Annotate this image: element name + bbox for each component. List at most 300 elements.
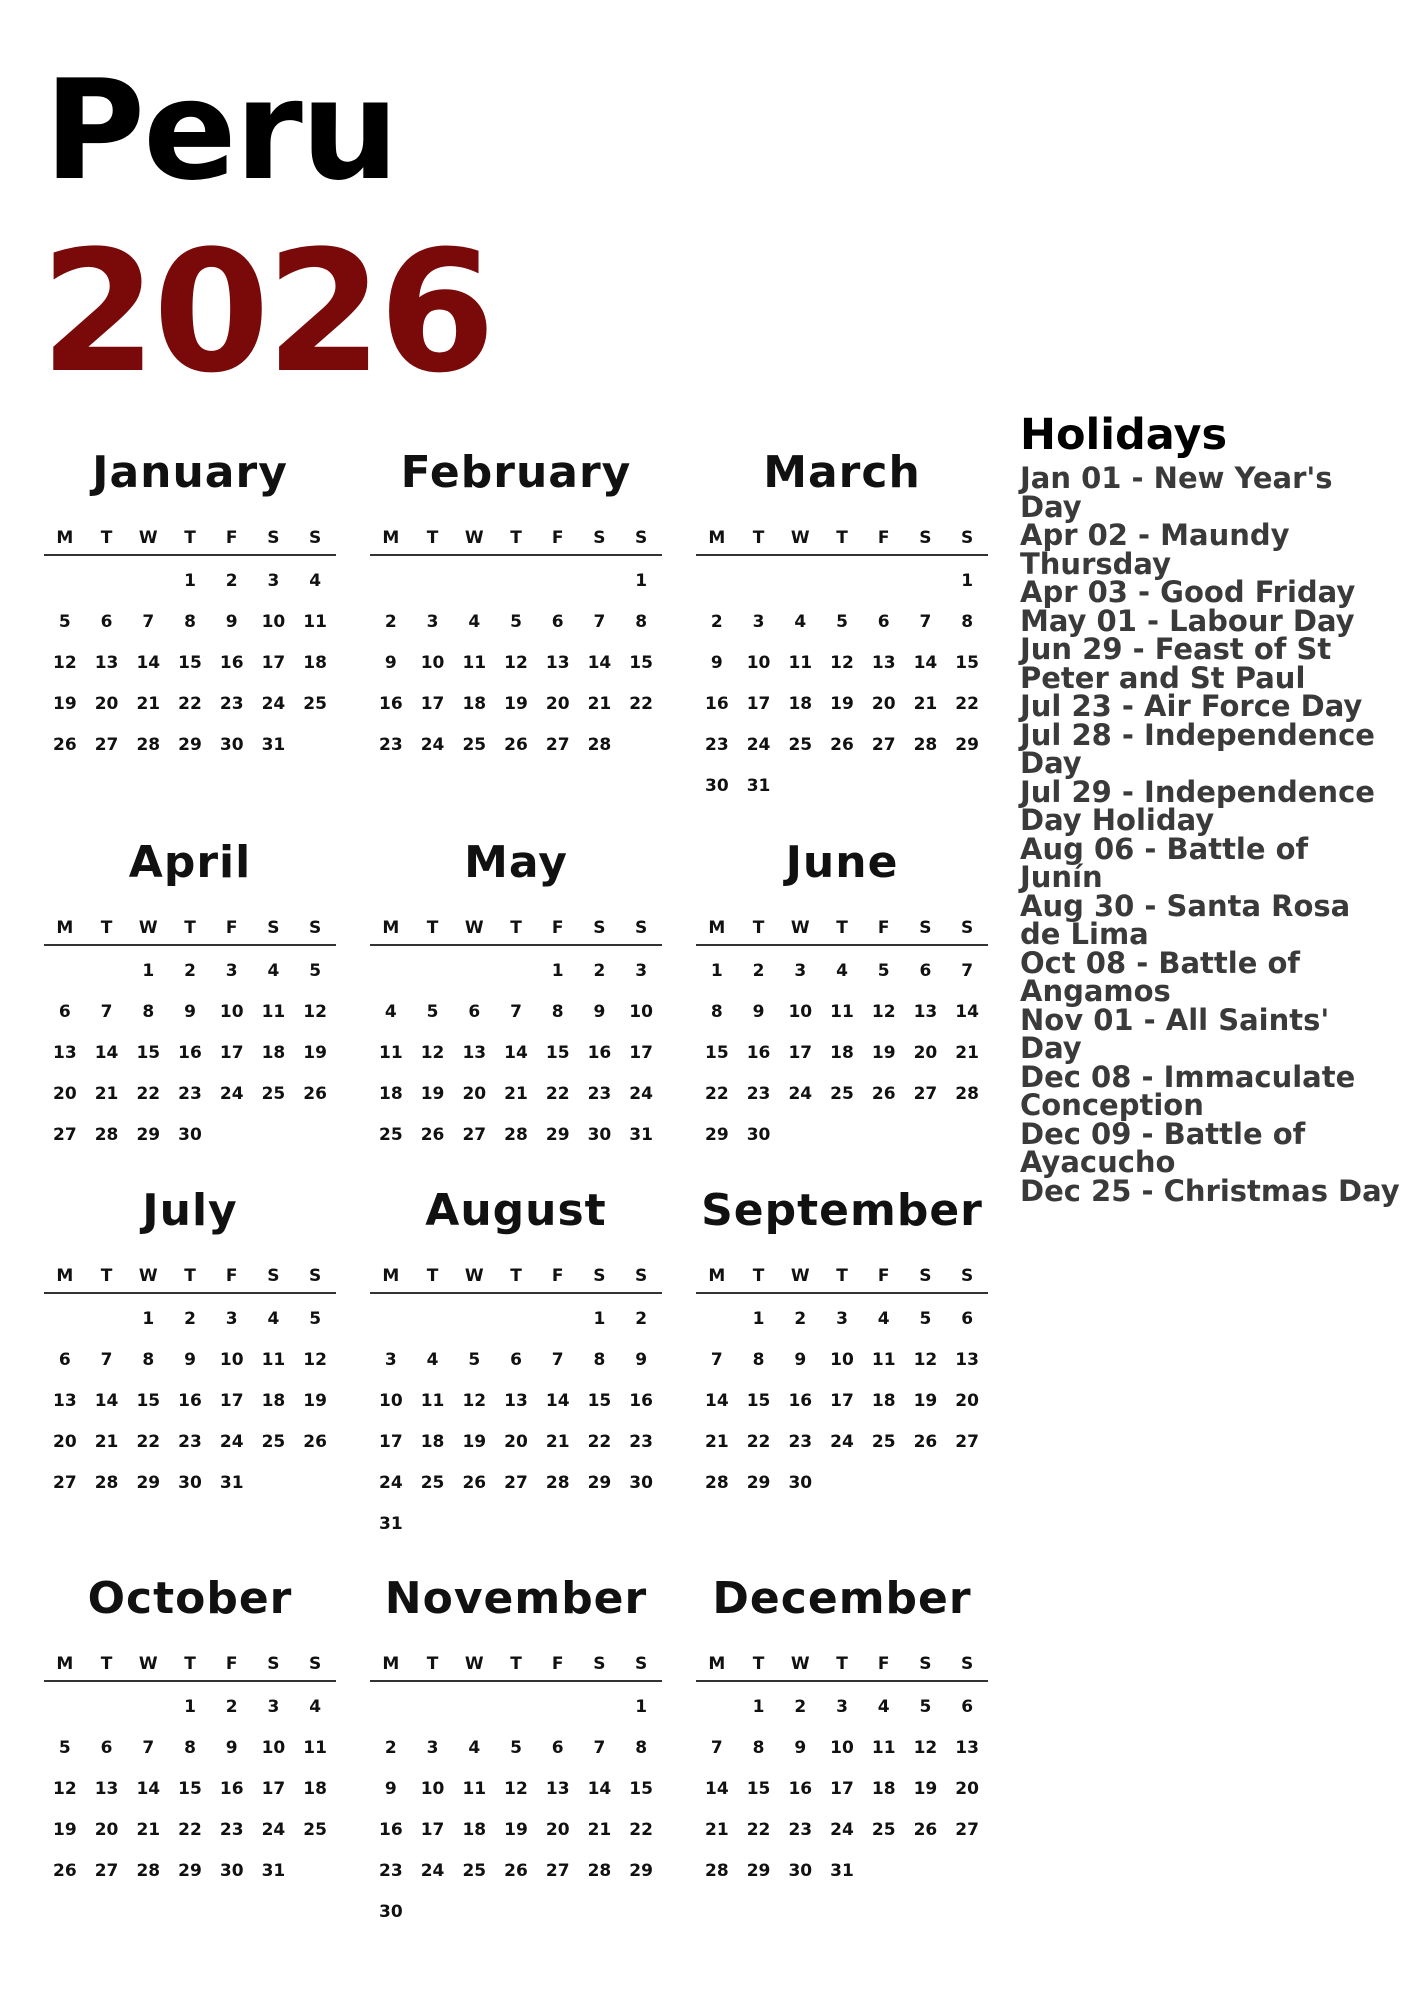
weekday-label: S — [593, 528, 606, 548]
month-november — [370, 1574, 662, 1940]
day-cell: 23 — [379, 735, 403, 755]
day-cell: 9 — [225, 612, 238, 632]
day-cell: 12 — [913, 1350, 938, 1370]
weekday-label: W — [138, 528, 158, 548]
month-name: October — [87, 1573, 293, 1624]
day-cell: 8 — [184, 1738, 196, 1758]
day-cell: 24 — [219, 1432, 244, 1452]
month-march — [696, 448, 988, 814]
day-cell: 4 — [877, 1309, 890, 1329]
day-cell: 1 — [752, 1309, 765, 1329]
day-cell: 5 — [309, 1309, 322, 1329]
weekday-label: S — [919, 1654, 932, 1674]
weekday-label: S — [635, 1654, 648, 1674]
empty-cell — [696, 1694, 738, 1735]
empty-cell — [821, 568, 863, 609]
day-cell: 27 — [504, 1473, 528, 1493]
month-september — [696, 1186, 988, 1511]
day-cell: 12 — [462, 1391, 487, 1411]
weekday-label: M — [708, 528, 726, 548]
weekday-label: F — [877, 918, 890, 938]
weekday-label: S — [309, 1266, 322, 1286]
day-cell: 25 — [420, 1473, 445, 1493]
holiday-item: Jan 01 - New Year's Day — [1020, 461, 1333, 524]
day-cell: 17 — [219, 1043, 244, 1063]
weekday-label: F — [225, 528, 238, 548]
weekday-label: S — [593, 918, 606, 938]
day-cell: 25 — [788, 735, 813, 755]
day-cell: 3 — [836, 1697, 848, 1717]
weekday-label: S — [267, 1654, 280, 1674]
day-cell: 7 — [710, 1350, 723, 1370]
day-cell: 2 — [225, 571, 238, 591]
day-cell: 29 — [955, 735, 979, 755]
day-cell: 7 — [510, 1002, 522, 1022]
weekday-label: T — [836, 1266, 848, 1286]
empty-cell — [579, 568, 621, 609]
day-cell: 16 — [788, 1779, 813, 1799]
day-cell: 18 — [303, 653, 327, 673]
weekday-label: S — [309, 528, 322, 548]
empty-cell — [127, 1694, 169, 1735]
day-cell: 5 — [919, 1697, 932, 1717]
day-cell: 4 — [267, 961, 280, 981]
month-january — [44, 448, 336, 773]
day-cell: 24 — [420, 735, 445, 755]
day-cell: 26 — [504, 735, 528, 755]
day-cell: 20 — [955, 1391, 979, 1411]
day-cell: 2 — [184, 961, 196, 981]
empty-cell — [453, 958, 495, 999]
weekday-label: W — [790, 918, 810, 938]
day-cell: 15 — [136, 1391, 161, 1411]
day-cell: 9 — [794, 1738, 807, 1758]
empty-cell — [495, 568, 537, 609]
day-cell: 22 — [587, 1432, 612, 1452]
day-cell: 21 — [705, 1432, 729, 1452]
day-cell: 5 — [510, 1738, 522, 1758]
weekday-label: T — [510, 1654, 522, 1674]
day-cell: 29 — [545, 1125, 570, 1145]
day-cell: 11 — [303, 1738, 327, 1758]
empty-cell — [453, 1306, 495, 1347]
weekday-label: F — [551, 1654, 564, 1674]
day-cell: 29 — [629, 1861, 653, 1881]
day-cell: 10 — [830, 1738, 854, 1758]
day-cell: 20 — [94, 694, 119, 714]
day-cell: 18 — [830, 1043, 854, 1063]
empty-cell — [412, 568, 454, 609]
day-cell: 10 — [261, 612, 286, 632]
day-cell: 2 — [752, 961, 765, 981]
day-cell: 20 — [462, 1084, 487, 1104]
weekday-label: S — [919, 1266, 932, 1286]
day-cell: 5 — [510, 612, 522, 632]
day-cell: 28 — [94, 1473, 119, 1493]
day-cell: 25 — [871, 1432, 896, 1452]
day-cell: 3 — [384, 1350, 397, 1370]
day-cell: 9 — [184, 1002, 196, 1022]
day-cell: 21 — [587, 694, 612, 714]
day-cell: 20 — [871, 694, 896, 714]
day-cell: 18 — [303, 1779, 327, 1799]
day-cell: 2 — [635, 1309, 648, 1329]
day-cell: 30 — [746, 1125, 771, 1145]
day-cell: 27 — [53, 1125, 77, 1145]
weekday-header — [696, 528, 988, 556]
weekday-label: T — [426, 1266, 439, 1286]
weekday-label: T — [426, 918, 439, 938]
month-july — [44, 1186, 336, 1511]
day-cell: 13 — [53, 1391, 77, 1411]
day-cell: 7 — [142, 612, 155, 632]
weekday-label: M — [382, 528, 400, 548]
day-cell: 20 — [545, 1820, 570, 1840]
day-cell: 13 — [871, 653, 896, 673]
day-cell: 31 — [261, 1861, 286, 1881]
day-cell: 18 — [871, 1779, 896, 1799]
day-cell: 28 — [504, 1125, 528, 1145]
empty-cell — [86, 568, 128, 609]
empty-cell — [495, 1694, 537, 1735]
day-cell: 21 — [587, 1820, 612, 1840]
holiday-item: Oct 08 - Battle of Angamos — [1020, 945, 1301, 1008]
day-cell: 18 — [420, 1432, 445, 1452]
weekday-label: S — [961, 1654, 974, 1674]
day-cell: 22 — [178, 694, 202, 714]
day-cell: 14 — [94, 1043, 119, 1063]
day-cell: 22 — [705, 1084, 729, 1104]
day-cell: 11 — [379, 1043, 403, 1063]
day-cell: 30 — [587, 1125, 612, 1145]
day-cell: 1 — [635, 1697, 648, 1717]
weekday-label: S — [961, 528, 974, 548]
month-june — [696, 838, 988, 1163]
day-cell: 16 — [587, 1043, 612, 1063]
day-cell: 22 — [955, 694, 979, 714]
day-grid — [696, 946, 988, 1163]
day-cell: 22 — [746, 1432, 771, 1452]
day-cell: 28 — [587, 735, 612, 755]
day-cell: 21 — [136, 1820, 161, 1840]
day-cell: 19 — [871, 1043, 896, 1063]
day-cell: 30 — [788, 1473, 813, 1493]
empty-cell — [696, 1306, 738, 1347]
day-cell: 9 — [384, 653, 397, 673]
day-cell: 18 — [379, 1084, 403, 1104]
day-cell: 19 — [913, 1391, 938, 1411]
weekday-header — [44, 1266, 336, 1294]
day-cell: 21 — [504, 1084, 528, 1104]
day-cell: 11 — [788, 653, 813, 673]
empty-cell — [86, 958, 128, 999]
day-cell: 30 — [629, 1473, 653, 1493]
empty-cell — [905, 568, 947, 609]
empty-cell — [370, 568, 412, 609]
empty-cell — [370, 1306, 412, 1347]
empty-cell — [495, 1306, 537, 1347]
day-cell: 7 — [710, 1738, 723, 1758]
day-cell: 10 — [420, 1779, 445, 1799]
day-cell: 28 — [94, 1125, 119, 1145]
weekday-label: S — [635, 1266, 648, 1286]
day-cell: 14 — [705, 1391, 729, 1411]
day-cell: 7 — [142, 1738, 155, 1758]
day-cell: 26 — [913, 1432, 938, 1452]
day-cell: 30 — [219, 735, 244, 755]
day-cell: 14 — [705, 1779, 729, 1799]
day-cell: 28 — [913, 735, 938, 755]
day-cell: 22 — [136, 1084, 161, 1104]
day-cell: 6 — [551, 1738, 564, 1758]
day-grid — [44, 556, 336, 773]
day-cell: 20 — [504, 1432, 528, 1452]
day-cell: 17 — [788, 1043, 813, 1063]
day-cell: 19 — [504, 1820, 528, 1840]
day-cell: 5 — [468, 1350, 481, 1370]
day-cell: 3 — [267, 1697, 280, 1717]
day-cell: 9 — [384, 1779, 397, 1799]
empty-cell — [495, 958, 537, 999]
weekday-label: F — [551, 918, 564, 938]
day-cell: 24 — [788, 1084, 813, 1104]
weekday-label: W — [464, 1654, 484, 1674]
month-february — [370, 448, 662, 773]
weekday-header — [370, 918, 662, 946]
day-cell: 23 — [629, 1432, 653, 1452]
day-cell: 31 — [746, 776, 771, 796]
day-cell: 31 — [629, 1125, 653, 1145]
day-cell: 2 — [384, 612, 397, 632]
weekday-label: W — [138, 918, 158, 938]
day-cell: 11 — [261, 1002, 286, 1022]
weekday-label: S — [919, 528, 932, 548]
holiday-item: May 01 - Labour Day — [1020, 603, 1355, 638]
day-cell: 7 — [919, 612, 932, 632]
month-may — [370, 838, 662, 1163]
day-cell: 16 — [746, 1043, 771, 1063]
day-cell: 27 — [545, 1861, 570, 1881]
day-cell: 19 — [303, 1043, 327, 1063]
day-cell: 26 — [303, 1432, 327, 1452]
day-cell: 16 — [379, 1820, 403, 1840]
day-cell: 5 — [836, 612, 848, 632]
day-cell: 8 — [593, 1350, 606, 1370]
day-cell: 11 — [462, 653, 487, 673]
month-name: November — [384, 1573, 648, 1624]
day-cell: 18 — [788, 694, 813, 714]
day-cell: 31 — [830, 1861, 854, 1881]
day-cell: 7 — [100, 1350, 113, 1370]
day-cell: 26 — [462, 1473, 487, 1493]
day-cell: 11 — [303, 612, 327, 632]
empty-cell — [738, 568, 780, 609]
weekday-header — [44, 528, 336, 556]
day-cell: 13 — [504, 1391, 528, 1411]
day-grid — [370, 1682, 662, 1940]
weekday-label: F — [877, 528, 890, 548]
day-cell: 15 — [178, 653, 202, 673]
weekday-label: F — [225, 1654, 238, 1674]
day-cell: 24 — [219, 1084, 244, 1104]
day-grid — [44, 1682, 336, 1899]
day-cell: 20 — [53, 1432, 77, 1452]
day-cell: 26 — [830, 735, 854, 755]
weekday-header — [44, 918, 336, 946]
day-cell: 6 — [551, 612, 564, 632]
day-cell: 23 — [705, 735, 729, 755]
day-cell: 12 — [53, 1779, 77, 1799]
day-cell: 25 — [261, 1432, 286, 1452]
day-cell: 10 — [788, 1002, 813, 1022]
empty-cell — [453, 1694, 495, 1735]
holiday-item: Nov 01 - All Saints' Day — [1020, 1002, 1330, 1065]
day-cell: 14 — [955, 1002, 979, 1022]
day-cell: 17 — [746, 694, 771, 714]
day-cell: 12 — [53, 653, 77, 673]
weekday-label: W — [464, 918, 484, 938]
day-grid — [696, 1682, 988, 1899]
day-cell: 3 — [836, 1309, 848, 1329]
weekday-label: M — [382, 1654, 400, 1674]
month-december — [696, 1574, 988, 1899]
day-cell: 29 — [178, 1861, 202, 1881]
day-cell: 29 — [178, 735, 202, 755]
day-cell: 6 — [100, 612, 113, 632]
day-cell: 1 — [142, 1309, 155, 1329]
day-cell: 3 — [267, 571, 280, 591]
day-cell: 1 — [551, 961, 564, 981]
day-grid — [44, 946, 336, 1163]
day-cell: 4 — [309, 571, 322, 591]
day-cell: 19 — [303, 1391, 327, 1411]
day-cell: 23 — [219, 1820, 244, 1840]
day-cell: 6 — [58, 1002, 71, 1022]
day-cell: 4 — [794, 612, 807, 632]
day-cell: 25 — [303, 694, 327, 714]
weekday-label: T — [184, 918, 196, 938]
empty-cell — [412, 1694, 454, 1735]
day-cell: 22 — [136, 1432, 161, 1452]
day-cell: 19 — [462, 1432, 487, 1452]
day-cell: 13 — [53, 1043, 77, 1063]
day-cell: 2 — [384, 1738, 397, 1758]
day-cell: 15 — [629, 1779, 653, 1799]
day-cell: 30 — [219, 1861, 244, 1881]
weekday-label: T — [510, 1266, 522, 1286]
day-cell: 14 — [587, 1779, 612, 1799]
day-cell: 8 — [752, 1350, 765, 1370]
day-cell: 12 — [504, 1779, 528, 1799]
day-cell: 26 — [871, 1084, 896, 1104]
day-cell: 30 — [379, 1902, 403, 1922]
weekday-label: S — [267, 918, 280, 938]
day-cell: 14 — [545, 1391, 570, 1411]
day-cell: 14 — [136, 1779, 161, 1799]
day-grid — [696, 556, 988, 814]
day-cell: 24 — [746, 735, 771, 755]
weekday-label: T — [836, 1654, 848, 1674]
day-cell: 6 — [58, 1350, 71, 1370]
month-name: January — [92, 447, 288, 498]
day-cell: 16 — [178, 1391, 202, 1411]
day-cell: 22 — [629, 694, 653, 714]
day-cell: 30 — [178, 1125, 202, 1145]
day-cell: 9 — [794, 1350, 807, 1370]
weekday-label: W — [790, 1266, 810, 1286]
day-cell: 6 — [919, 961, 932, 981]
holiday-item: Aug 30 - Santa Rosa de Lima — [1020, 888, 1351, 951]
month-name: May — [464, 837, 568, 888]
day-cell: 12 — [504, 653, 528, 673]
day-grid — [370, 1294, 662, 1552]
weekday-label: S — [309, 918, 322, 938]
day-cell: 13 — [94, 653, 119, 673]
day-cell: 19 — [53, 694, 77, 714]
day-cell: 2 — [184, 1309, 196, 1329]
day-cell: 6 — [510, 1350, 522, 1370]
month-name: September — [701, 1185, 983, 1236]
weekday-label: T — [510, 918, 522, 938]
day-cell: 15 — [746, 1779, 771, 1799]
empty-cell — [86, 1306, 128, 1347]
day-cell: 9 — [184, 1350, 196, 1370]
day-cell: 15 — [955, 653, 979, 673]
day-cell: 11 — [830, 1002, 854, 1022]
day-cell: 11 — [261, 1350, 286, 1370]
day-cell: 9 — [225, 1738, 238, 1758]
empty-cell — [537, 1306, 579, 1347]
day-cell: 26 — [420, 1125, 445, 1145]
day-cell: 10 — [629, 1002, 653, 1022]
empty-cell — [44, 1694, 86, 1735]
holiday-item: Dec 08 - Immaculate Conception — [1020, 1059, 1356, 1122]
day-cell: 19 — [913, 1779, 938, 1799]
day-cell: 5 — [58, 612, 71, 632]
day-cell: 23 — [379, 1861, 403, 1881]
weekday-label: F — [551, 1266, 564, 1286]
day-grid — [44, 1294, 336, 1511]
day-cell: 23 — [219, 694, 244, 714]
day-cell: 25 — [261, 1084, 286, 1104]
day-cell: 10 — [219, 1350, 244, 1370]
weekday-label: S — [919, 918, 932, 938]
empty-cell — [44, 568, 86, 609]
weekday-header — [370, 1654, 662, 1682]
day-cell: 28 — [587, 1861, 612, 1881]
empty-cell — [779, 568, 821, 609]
day-cell: 26 — [303, 1084, 327, 1104]
weekday-label: F — [551, 528, 564, 548]
weekday-label: S — [267, 1266, 280, 1286]
empty-cell — [412, 958, 454, 999]
day-cell: 29 — [136, 1473, 161, 1493]
day-cell: 17 — [219, 1391, 244, 1411]
day-cell: 31 — [219, 1473, 244, 1493]
day-cell: 23 — [788, 1820, 813, 1840]
day-cell: 3 — [752, 612, 765, 632]
weekday-label: M — [56, 528, 74, 548]
holiday-item: Apr 02 - Maundy Thursday — [1020, 518, 1290, 581]
day-cell: 31 — [379, 1514, 403, 1534]
day-cell: 21 — [94, 1084, 119, 1104]
day-cell: 27 — [955, 1432, 979, 1452]
day-cell: 1 — [710, 961, 723, 981]
day-cell: 26 — [53, 1861, 77, 1881]
day-cell: 29 — [587, 1473, 612, 1493]
day-cell: 16 — [629, 1391, 653, 1411]
weekday-label: T — [100, 918, 113, 938]
